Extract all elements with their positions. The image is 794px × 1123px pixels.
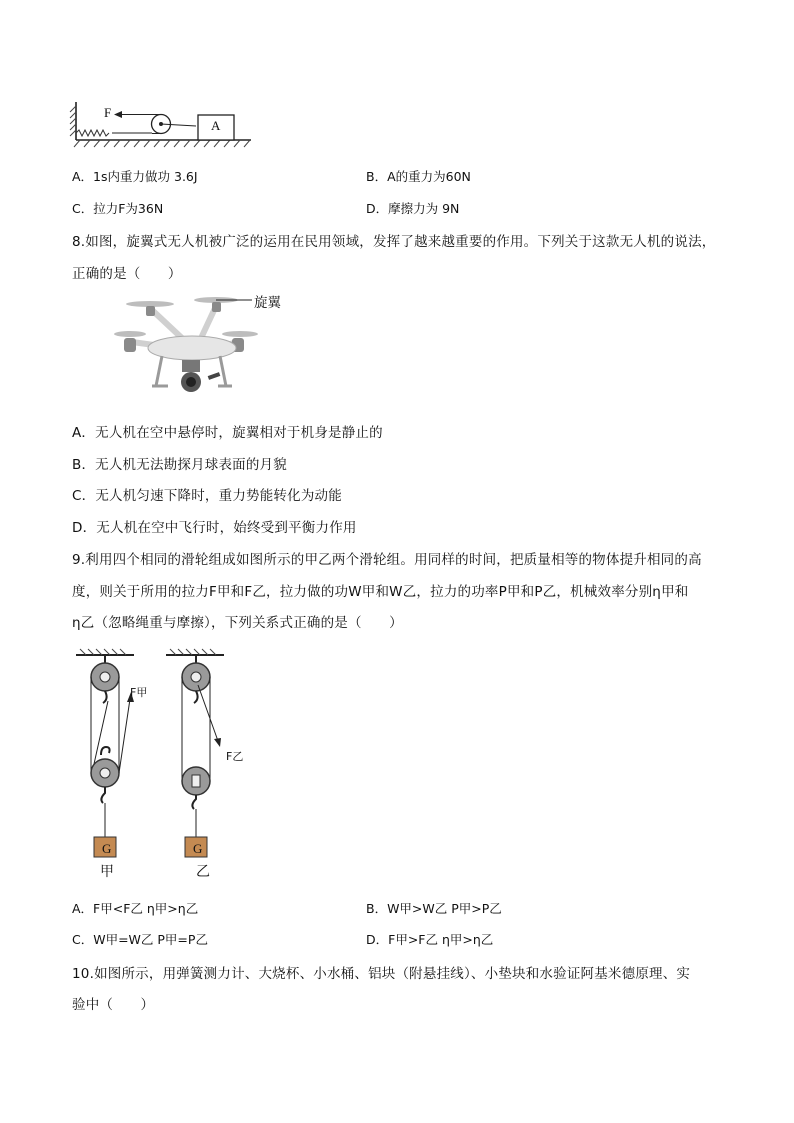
- load-yi-label: G: [193, 841, 203, 856]
- q8-option-b[interactable]: B．无人机无法勘探月球表面的月貌: [72, 457, 287, 473]
- force-yi-label: F乙: [226, 750, 244, 763]
- q10-stem-line2: 验中（ ）: [72, 997, 155, 1013]
- q10-stem-line1: 10.如图所示，用弹簧测力计、大烧杯、小水桶、铝块（附悬挂线）、小垫块和水验证阿基米德原理、实: [72, 966, 691, 982]
- q9-stem-line2: 度，则关于所用的拉力F甲和F乙，拉力做的功W甲和W乙，拉力的功率P甲和P乙，机械效率分别η甲和: [72, 584, 689, 600]
- q9-option-a[interactable]: A．F甲<F乙 η甲>η乙: [72, 901, 199, 916]
- q9-option-b[interactable]: B．W甲>W乙 P甲>P乙: [366, 901, 502, 916]
- system-jia-label: 甲: [100, 864, 114, 880]
- q9-option-c[interactable]: C．W甲=W乙 P甲=P乙: [72, 932, 208, 947]
- q9-stem-line1: 9.利用四个相同的滑轮组成如图所示的甲乙两个滑轮组。用同样的时间，把质量相等的物体提升相同的高: [72, 552, 702, 568]
- q8-option-a[interactable]: A．无人机在空中悬停时，旋翼相对于机身是静止的: [72, 425, 383, 441]
- rotor-label: 旋翼: [254, 295, 281, 311]
- q8-stem-line1: 8.如图，旋翼式无人机被广泛的运用在民用领域，发挥了越来越重要的作用。下列关于这款无人机的说法，: [72, 234, 716, 250]
- q7-option-b[interactable]: B．A的重力为60N: [366, 169, 471, 184]
- q7-option-a[interactable]: A．1s内重力做功 3.6J: [72, 169, 198, 184]
- q8-option-d[interactable]: D．无人机在空中飞行时，始终受到平衡力作用: [72, 520, 357, 536]
- system-yi-label: 乙: [196, 864, 210, 880]
- block-label: A: [211, 118, 221, 133]
- pulley-block-figure: [66, 100, 256, 150]
- q9-option-d[interactable]: D．F甲>F乙 η甲>η乙: [366, 932, 494, 947]
- load-jia-label: G: [102, 841, 112, 856]
- q9-stem-line3: η乙（忽略绳重与摩擦），下列关系式正确的是（ ）: [72, 615, 403, 631]
- q8-option-c[interactable]: C．无人机匀速下降时，重力势能转化为动能: [72, 488, 342, 504]
- force-jia-label: F甲: [130, 686, 148, 699]
- q7-option-d[interactable]: D．摩擦力为 9N: [366, 201, 460, 216]
- q7-option-c[interactable]: C．拉力F为36N: [72, 201, 164, 216]
- force-label: F: [104, 105, 112, 120]
- q8-stem-line2: 正确的是（ ）: [72, 266, 182, 282]
